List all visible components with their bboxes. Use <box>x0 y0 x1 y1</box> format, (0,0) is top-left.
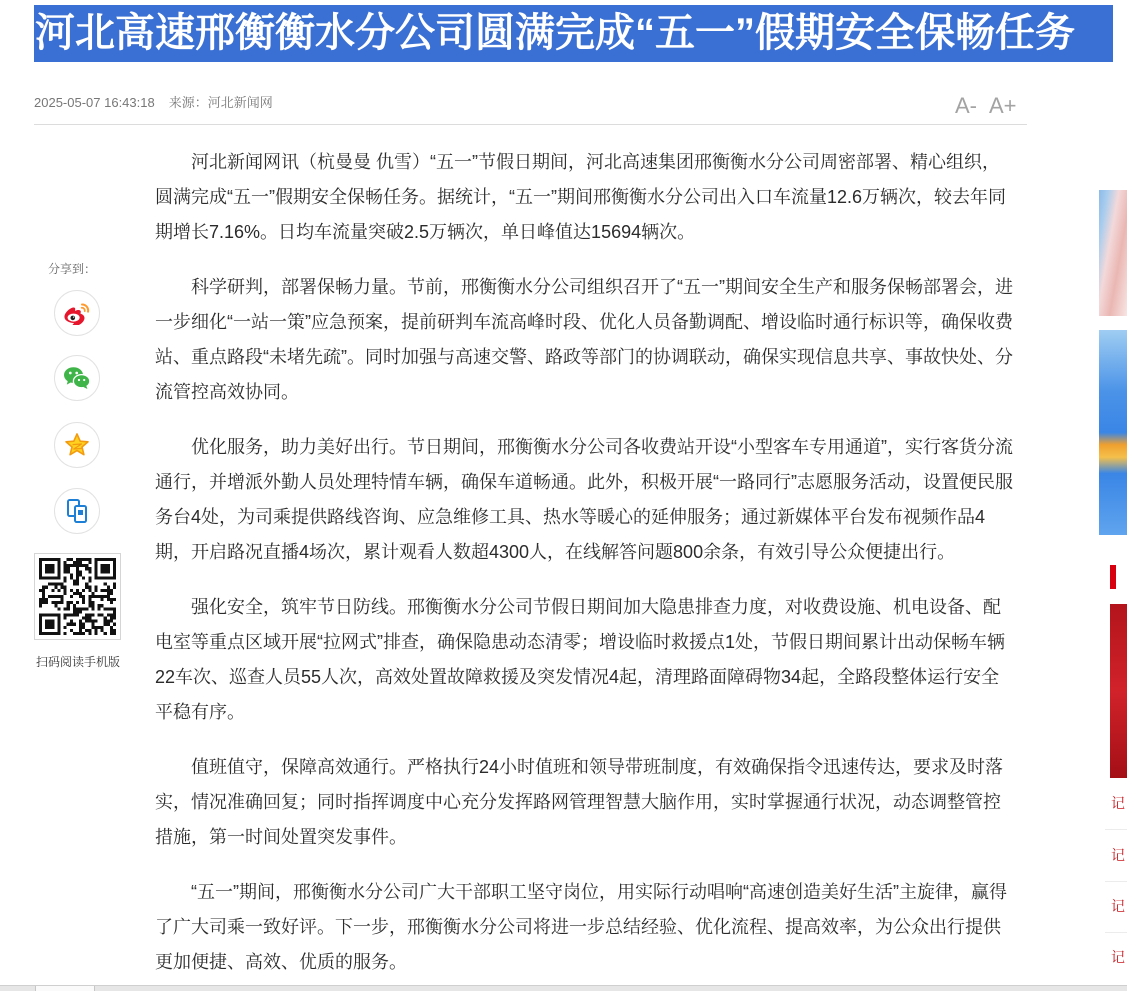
qr-code-image <box>39 558 116 635</box>
right-sidebar <box>1099 0 1127 991</box>
sidebar-divider <box>1105 881 1127 882</box>
article-paragraph: “五一”期间，邢衡衡水分公司广大干部职工坚守岗位，用实际行动唱响“高速创造美好生活”主旋律，赢得了广大司乘一致好评。下一步，邢衡衡水分公司将进一步总结经验、优化流程、提高效率，为公众出行提供更加便捷、高效、优质的服务。 <box>155 882 1007 972</box>
wechat-icon <box>63 366 91 391</box>
weibo-icon <box>63 301 91 325</box>
mobile-copy-icon <box>65 498 89 524</box>
sidebar-ad-image[interactable] <box>1099 190 1127 316</box>
share-weibo-button[interactable] <box>54 290 100 336</box>
meta-divider <box>34 124 1027 125</box>
sidebar-featured-image[interactable] <box>1110 604 1127 778</box>
sidebar-banner-image[interactable] <box>1099 330 1127 535</box>
sidebar-news-link[interactable]: 记 <box>1111 949 1125 965</box>
share-qzone-button[interactable] <box>54 422 100 468</box>
article-title: 河北高速邢衡衡水分公司圆满完成“五一”假期安全保畅任务 <box>34 5 1113 62</box>
sidebar-news-link[interactable]: 记 <box>1111 847 1125 863</box>
font-size-controls <box>955 92 1017 120</box>
article-body <box>155 145 1015 980</box>
sidebar-divider <box>1105 829 1127 830</box>
bottom-bar <box>0 985 1127 991</box>
sidebar-section-marker <box>1110 565 1116 589</box>
share-label: 分享到： <box>48 262 97 276</box>
article-paragraph: 优化服务，助力美好出行。节日期间，邢衡衡水分公司各收费站开设“小型客车专用通道”，实行客货分流通行，并增派外勤人员处理特情车辆，确保车道畅通。此外，积极开展“一路同行”志愿服务活动，设置便民服务台4处，为司乘提供路线咨询、应急维修工具、热水等暖心的延伸服务；通过新媒体平台发布视频作品4期，开启路况直播4场次，累计观看人数超4300人，在线解答问题800余条，有效引导公众便捷出行。 <box>155 437 1013 562</box>
sidebar-news-link[interactable]: 记 <box>1111 898 1125 914</box>
article-paragraph: 强化安全，筑牢节日防线。邢衡衡水分公司节假日期间加大隐患排查力度，对收费设施、机电设备、配电室等重点区域开展“拉网式”排查，确保隐患动态清零；增设临时救援点1处，节假日期间累计出动保畅车辆22车次、巡查人员55人次，高效处置故障救援及突发情况4起，清理路面障碍物34起，全路段整体运行安全平稳有序。 <box>155 597 1005 722</box>
article-paragraph: 河北新闻网讯（杭曼曼 仇雪）“五一”节假日期间，河北高速集团邢衡衡水分公司周密部署、精心组织，圆满完成“五一”假期安全保畅任务。据统计，“五一”期间邢衡衡水分公司出入口车流量12.6万辆次，较去年同期增长7.16%。日均车流量突破2.5万辆次，单日峰值达15694辆次。 <box>155 152 1007 242</box>
article-paragraph: 值班值守，保障高效通行。严格执行24小时值班和领导带班制度，有效确保指令迅速传达，要求及时落实，情况准确回复；同时指挥调度中心充分发挥路网管理智慧大脑作用，实时掌握通行状况，动态调整管控措施，第一时间处置突发事件。 <box>155 757 1004 847</box>
font-decrease-button[interactable]: A- <box>955 93 977 118</box>
article-meta <box>34 94 273 112</box>
share-mobile-button[interactable] <box>54 488 100 534</box>
sidebar-news-link[interactable]: 记 <box>1111 795 1125 811</box>
font-increase-button[interactable]: A+ <box>989 93 1017 118</box>
qr-code <box>34 553 121 640</box>
bottom-tab[interactable] <box>35 986 95 991</box>
publish-date: 2025-05-07 16:43:18 <box>34 95 155 110</box>
qr-caption: 扫码阅读手机版 <box>35 655 120 669</box>
sidebar-divider <box>1105 932 1127 933</box>
article-paragraph: 科学研判，部署保畅力量。节前，邢衡衡水分公司组织召开了“五一”期间安全生产和服务保畅部署会，进一步细化“一站一策”应急预案，提前研判车流高峰时段、优化人员备勤调配、增设临时通行标识等，确保收费站、重点路段“未堵先疏”。同时加强与高速交警、路政等部门的协调联动，确保实现信息共享、事故快处、分流管控高效协同。 <box>155 277 1013 402</box>
share-wechat-button[interactable] <box>54 355 100 401</box>
article-source: 来源：河北新闻网 <box>168 95 273 110</box>
qzone-star-icon <box>64 432 90 458</box>
